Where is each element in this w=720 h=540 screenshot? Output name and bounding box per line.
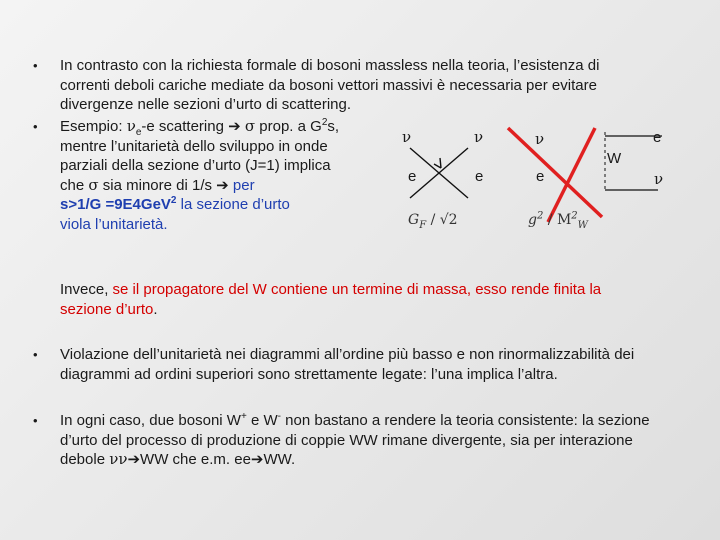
fermi-nu-in-label: ν: [402, 128, 412, 146]
p2-line-2: mentre l’unitarietà dello sviluppo in onde: [60, 137, 328, 155]
p2-line-4: che σ sia minore di 1/s ➔ per: [60, 175, 255, 194]
w-e-in-label: e: [536, 168, 545, 185]
fermi-nu-out-label: ν: [474, 128, 484, 146]
fermi-arrow-1: [440, 158, 441, 168]
bullet-4: •: [33, 413, 38, 428]
fermi-coupling-label: $G_F / √2$: [408, 212, 458, 231]
fermi-arrow-2: [434, 164, 441, 168]
p2-line-6: viola l’unitarietà.: [60, 215, 168, 233]
p2-line-1: Esempio: $\nu_e-e$ scattering ➔ σ prop. a $G^2s$,: [60, 117, 340, 138]
arrow-icon: ➔: [250, 450, 264, 468]
paragraph-4: Violazione dell’unitarietà nei diagrammi all’ordine più basso e non rinormalizzabilità dei diagrammi ad ordini superiori sono strettamente legate: l’una implica l’altra.: [60, 346, 635, 383]
arrow-icon: ➔: [228, 117, 241, 135]
w-incoming-nu-line: [548, 128, 595, 222]
bullet-3: •: [33, 347, 38, 362]
w-coupling-label: $g^2 / M^2_W$: [528, 210, 588, 231]
fermi-e-out-label: e: [475, 168, 484, 185]
p2-line-5: s>1/G =9E4GeV$^2$ la sezione d’urto: [60, 195, 290, 213]
paragraph-3: Invece, se il propagatore del W contiene un termine di massa, esso rende finita la sezione d’urto.: [60, 281, 602, 318]
arrow-icon: ➔: [216, 175, 229, 194]
bullet-2: •: [33, 119, 38, 134]
w-boson-label: W: [607, 150, 622, 167]
fermi-e-in-label: e: [408, 168, 417, 185]
paragraph-1: In contrasto con la richiesta formale di bosoni massless nella teoria, l’esistenza di correnti deboli cariche mediate da bosoni vettori massivi è necessaria per evitare divergenze nelle sezioni d’urto di scattering.: [60, 57, 600, 113]
paragraph-5: In ogni caso, due bosoni W+ e W- non bastano a rendere la teoria consistente: la sezione d’urto del processo di produzione di coppie WW rimane divergente, sia per interazione debole νν➔WW che e.m. ee➔WW.: [60, 411, 650, 468]
p2-line-3: parziali della sezione d’urto (J=1) implica: [60, 157, 331, 174]
bullet-1: •: [33, 58, 38, 73]
arrow-icon: ➔: [127, 450, 141, 468]
w-nu-out-label: ν: [654, 170, 664, 188]
w-e-out-label: e: [653, 129, 662, 146]
w-exchange-diagram: [508, 128, 662, 222]
fermi-diagram: [410, 148, 468, 198]
w-nu-in-label: ν: [535, 130, 545, 148]
